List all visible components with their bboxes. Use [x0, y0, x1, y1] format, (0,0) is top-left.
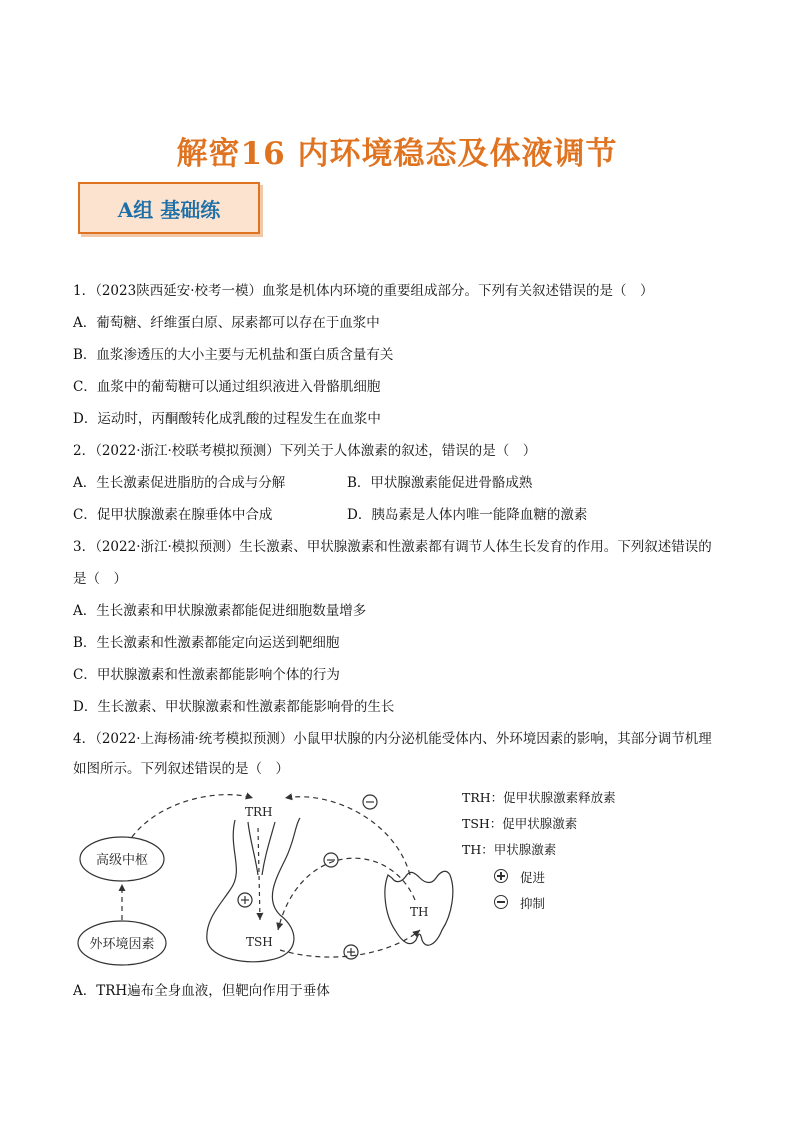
legend-trh: TRH：促甲状腺激素释放素: [462, 790, 616, 805]
promote-legend-icon: [494, 869, 508, 883]
q4-stem-line2: 如图所示。下列叙述错误的是（ ）: [73, 761, 289, 777]
regulation-diagram: [70, 780, 470, 980]
q2-stem: 2．（2022·浙江·校联考模拟预测）下列关于人体激素的叙述，错误的是（ ）: [73, 443, 537, 459]
q4-option-a: A．TRH遍布全身血液，但靶向作用于垂体: [73, 983, 330, 999]
legend-promote: 促进: [520, 870, 546, 885]
legend-tsh: TSH：促甲状腺激素: [462, 816, 578, 831]
q3-option-a: A．生长激素和甲状腺激素都能促进细胞数量增多: [73, 603, 367, 619]
hypothalamus-stalk: [248, 822, 258, 875]
th-to-trh-inhibit-arrow: [285, 797, 410, 875]
q2-option-c: C．促甲状腺激素在腺垂体中合成: [73, 507, 273, 523]
inhibit-legend-icon: [494, 895, 508, 909]
q1-option-a: A．葡萄糖、纤维蛋白原、尿素都可以存在于血浆中: [73, 315, 380, 331]
q4-stem-line1: 4．（2022·上海杨浦·统考模拟预测）小鼠甲状腺的内分泌机能受体内、外环境因素的影响，其部分调节机理: [73, 731, 712, 747]
higher-center-label: 高级中枢: [95, 853, 149, 868]
page-title: 解密16 内环境稳态及体液调节: [176, 136, 618, 172]
hypothalamus-stalk-right: [262, 822, 275, 875]
th-label: TH: [410, 905, 429, 919]
q3-option-b: B．生长激素和性激素都能定向运送到靶细胞: [73, 635, 340, 651]
q1-stem: 1．（2023陕西延安·校考一模）血浆是机体内环境的重要组成部分。下列有关叙述错误的是（ ）: [73, 283, 654, 299]
q3-option-d: D．生长激素、甲状腺激素和性激素都能影响骨的生长: [73, 699, 395, 715]
q1-option-b: B．血浆渗透压的大小主要与无机盐和蛋白质含量有关: [73, 347, 394, 363]
q2-option-a: A．生长激素促进脂肪的合成与分解: [73, 475, 286, 491]
tsh-to-thyroid-arrow: [280, 930, 420, 957]
trh-label: TRH: [245, 805, 273, 819]
th-to-tsh-inhibit-arrow: [278, 858, 415, 930]
q1-option-c: C．血浆中的葡萄糖可以通过组织液进入骨骼肌细胞: [73, 379, 381, 395]
q2-option-b: B．甲状腺激素能促进骨骼成熟: [347, 475, 533, 491]
external-factors-label: 外环境因素: [89, 937, 155, 952]
legend-inhibit: 抑制: [520, 896, 546, 911]
group-label: A组 基础练: [78, 182, 260, 234]
q1-option-d: D．运动时，丙酮酸转化成乳酸的过程发生在血浆中: [73, 411, 381, 427]
q2-option-d: D．胰岛素是人体内唯一能降血糖的激素: [347, 507, 588, 523]
q3-option-c: C．甲状腺激素和性激素都能影响个体的行为: [73, 667, 340, 683]
tsh-label: TSH: [246, 935, 273, 949]
q3-stem-line2: 是（ ）: [73, 571, 127, 587]
center-to-trh-arrow: [132, 795, 253, 837]
legend-th: TH：甲状腺激素: [462, 842, 557, 857]
q3-stem-line1: 3．（2022·浙江·模拟预测）生长激素、甲状腺激素和性激素都有调节人体生长发育的作用。下列叙述错误的: [73, 539, 712, 555]
